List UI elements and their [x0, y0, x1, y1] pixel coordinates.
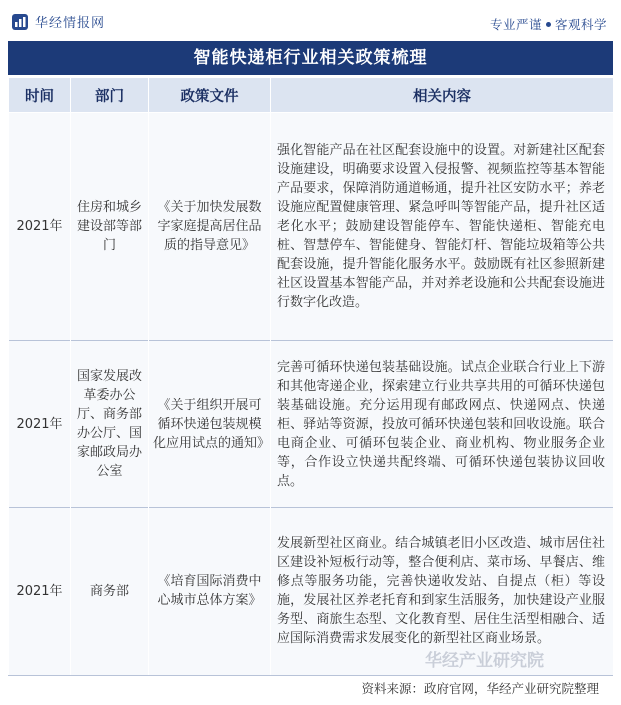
slogan [490, 15, 607, 33]
cell-document: 《关于加快发展数字家庭提高居住品质的指导意见》 [149, 113, 271, 341]
cell-department: 住房和城乡建设部等部门 [71, 113, 149, 341]
cell-document: 《培育国际消费中心城市总体方案》 [149, 508, 271, 675]
slogan-right: 客观科学 [554, 17, 607, 32]
table-row [9, 113, 614, 341]
cell-time: 2021年 [9, 341, 71, 508]
cell-department: 商务部 [71, 508, 149, 675]
cell-content: 强化智能产品在社区配套设施中的设置。对新建社区配套设施建设，明确要求设置入侵报警、视频监控等基本智能产品要求，保障消防通道畅通，提升社区安防水平；养老设施应配置健康管理、紧急呼叫等智能产品，提升社区适老化水平；鼓励建设智能停车、智能快递柜、智能充电桩、智慧停车、智能健身、智能灯杆、智能垃圾箱等公共配套设施，提升智能化服务水平。鼓励既有社区参照新建社区设置基本智能产品，并对养老设施和公共配套设施进行数字化改造。 [271, 113, 614, 341]
logo-icon [11, 13, 29, 31]
table-row [9, 341, 614, 508]
cell-time: 2021年 [9, 113, 71, 341]
column-header-time: 时间 [9, 78, 71, 113]
cell-content: 完善可循环快递包装基础设施。试点企业联合行业上下游和其他寄递企业，探索建立行业共享共用的可循环快递包装基础设施。充分运用现有邮政网点、快递网点、快递柜、驿站等资源，投放可循环快递包装和回收设施。联合电商企业、可循环包装企业、商业机构、物业服务企业等，合作设立快递共配终端、可循环快递包装协议回收点。 [271, 341, 614, 508]
table-header-row [9, 78, 614, 113]
watermark: 华经产业研究院 [425, 651, 544, 671]
cell-time: 2021年 [9, 508, 71, 675]
slogan-left: 专业严谨 [489, 17, 542, 32]
footer [8, 675, 613, 698]
cell-content: 发展新型社区商业。结合城镇老旧小区改造、城市居住社区建设补短板行动等，整合便利店、菜市场、早餐店、维修点等服务功能，完善快递收发站、自提点（柜）等设施，发展社区养老托育和到家生活服务，加快建设产业服务型、商旅生态型、文化教育型、居住生活型相融合、适应国际消费需求发展变化的新型社区商业场景。 [271, 508, 614, 675]
top-bar [0, 0, 621, 40]
column-header-document: 政策文件 [149, 78, 271, 113]
cell-department: 国家发展改革委办公厅、商务部办公厅、国家邮政局办公室 [71, 341, 149, 508]
policy-table [8, 77, 614, 675]
logo [11, 12, 105, 31]
page-title: 智能快递柜行业相关政策梳理 [8, 41, 613, 75]
logo-text: 华经情报网 [35, 16, 106, 31]
column-header-content: 相关内容 [271, 78, 614, 113]
cell-document: 《关于组织开展可循环快递包装规模化应用试点的通知》 [149, 341, 271, 508]
column-header-department: 部门 [71, 78, 149, 113]
source-note: 资料来源：政府官网，华经产业研究院整理 [361, 681, 599, 696]
bullet-dot-icon [546, 22, 551, 27]
